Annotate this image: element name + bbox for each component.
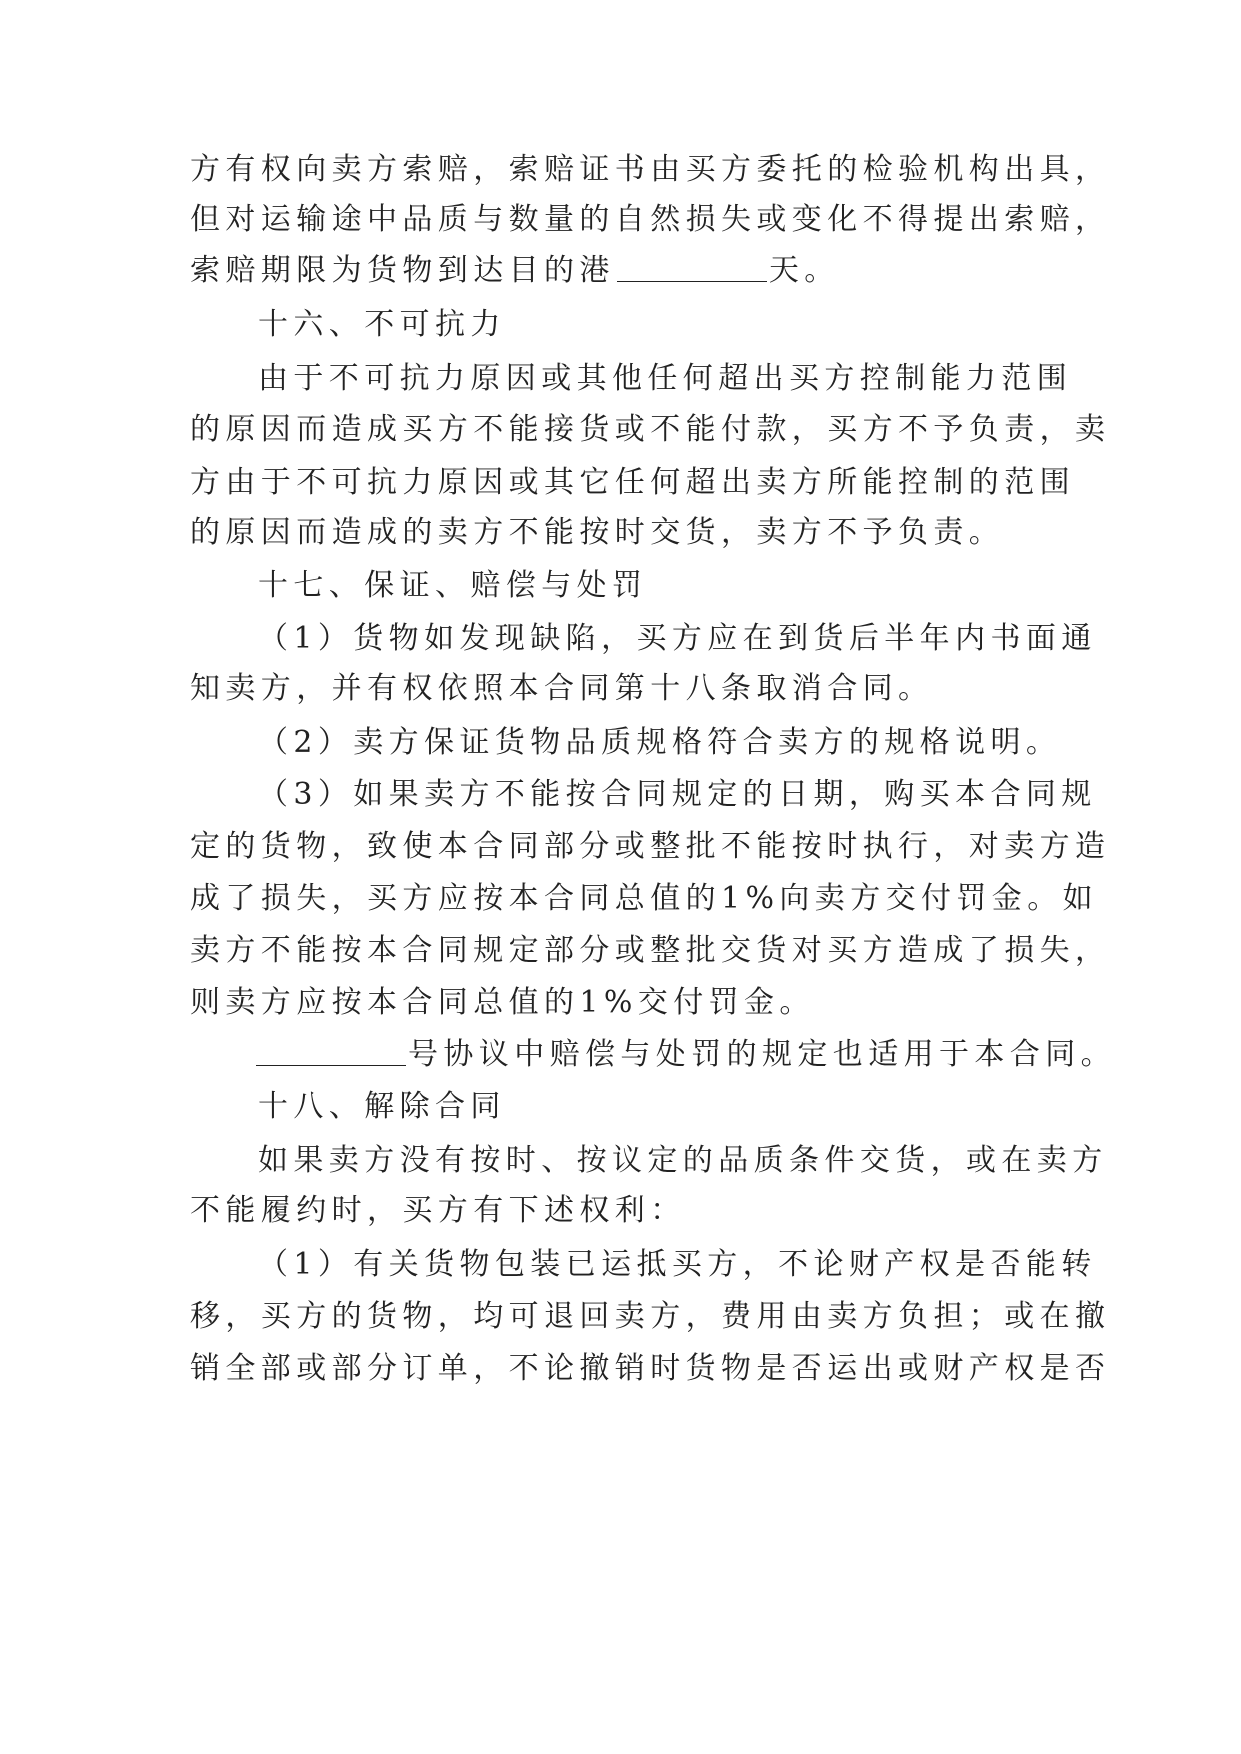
- clause-17-heading: 十七、保证、赔偿与处罚: [258, 568, 648, 603]
- clause-18-text-line-2: 不能履约时，买方有下述权利：: [190, 1193, 686, 1228]
- clause-17-item-1-line-2: 知卖方，并有权依照本合同第十八条取消合同。: [190, 671, 934, 706]
- claim-days-blank: [617, 251, 767, 282]
- clause-17-item-3-line-3: 成了损失，买方应按本合同总值的1%向卖方交付罚金。如: [190, 881, 1098, 916]
- agreement-number-blank: [256, 1035, 406, 1066]
- agreement-text: 号协议中赔偿与处罚的规定也适用于本合同。: [408, 1037, 1116, 1072]
- clause-18-item-1-line-2: 移，买方的货物，均可退回卖方，费用由卖方负担；或在撤: [190, 1299, 1111, 1334]
- clause-18-item-1-line-3: 销全部或部分订单，不论撤销时货物是否运出或财产权是否: [190, 1351, 1111, 1386]
- clause-18-item-1-line-1: （1）有关货物包装已运抵买方，不论财产权是否能转: [258, 1247, 1097, 1282]
- clause-16-text-line-3: 方由于不可抗力原因或其它任何超出卖方所能控制的范围: [190, 465, 1075, 500]
- clause-17-item-3-line-1: （3）如果卖方不能按合同规定的日期，购买本合同规: [258, 777, 1097, 812]
- clause-16-heading: 十六、不可抗力: [258, 307, 506, 342]
- clause-18-heading: 十八、解除合同: [258, 1089, 506, 1124]
- clause-16-text-line-2: 的原因而造成买方不能接货或不能付款，买方不予负责，卖: [190, 412, 1111, 447]
- claim-period-unit: 天。: [768, 253, 840, 288]
- clause-17-item-3-line-2: 定的货物，致使本合同部分或整批不能按时执行，对卖方造: [190, 829, 1111, 864]
- clause-16-text-line-1: 由于不可抗力原因或其他任何超出买方控制能力范围: [258, 361, 1073, 396]
- clause-15-text-line-2: 但对运输途中品质与数量的自然损失或变化不得提出索赔，: [190, 202, 1111, 237]
- clause-15-text-line-1: 方有权向卖方索赔，索赔证书由买方委托的检验机构出具，: [190, 152, 1111, 187]
- clause-17-item-3-line-4: 卖方不能按本合同规定部分或整批交货对买方造成了损失，: [190, 933, 1111, 968]
- clause-16-text-line-4: 的原因而造成的卖方不能按时交货，卖方不予负责。: [190, 515, 1005, 550]
- claim-period-text: 索赔期限为货物到达目的港: [190, 253, 615, 288]
- clause-17-item-2: （2）卖方保证货物品质规格符合卖方的规格说明。: [258, 725, 1062, 760]
- clause-17-item-1-line-1: （1）货物如发现缺陷，买方应在到货后半年内书面通: [258, 621, 1097, 656]
- clause-17-item-3-line-5: 则卖方应按本合同总值的1%交付罚金。: [190, 985, 815, 1020]
- clause-18-text-line-1: 如果卖方没有按时、按议定的品质条件交货，或在卖方: [258, 1143, 1108, 1178]
- clause-15-text-line-3: [190, 240, 840, 302]
